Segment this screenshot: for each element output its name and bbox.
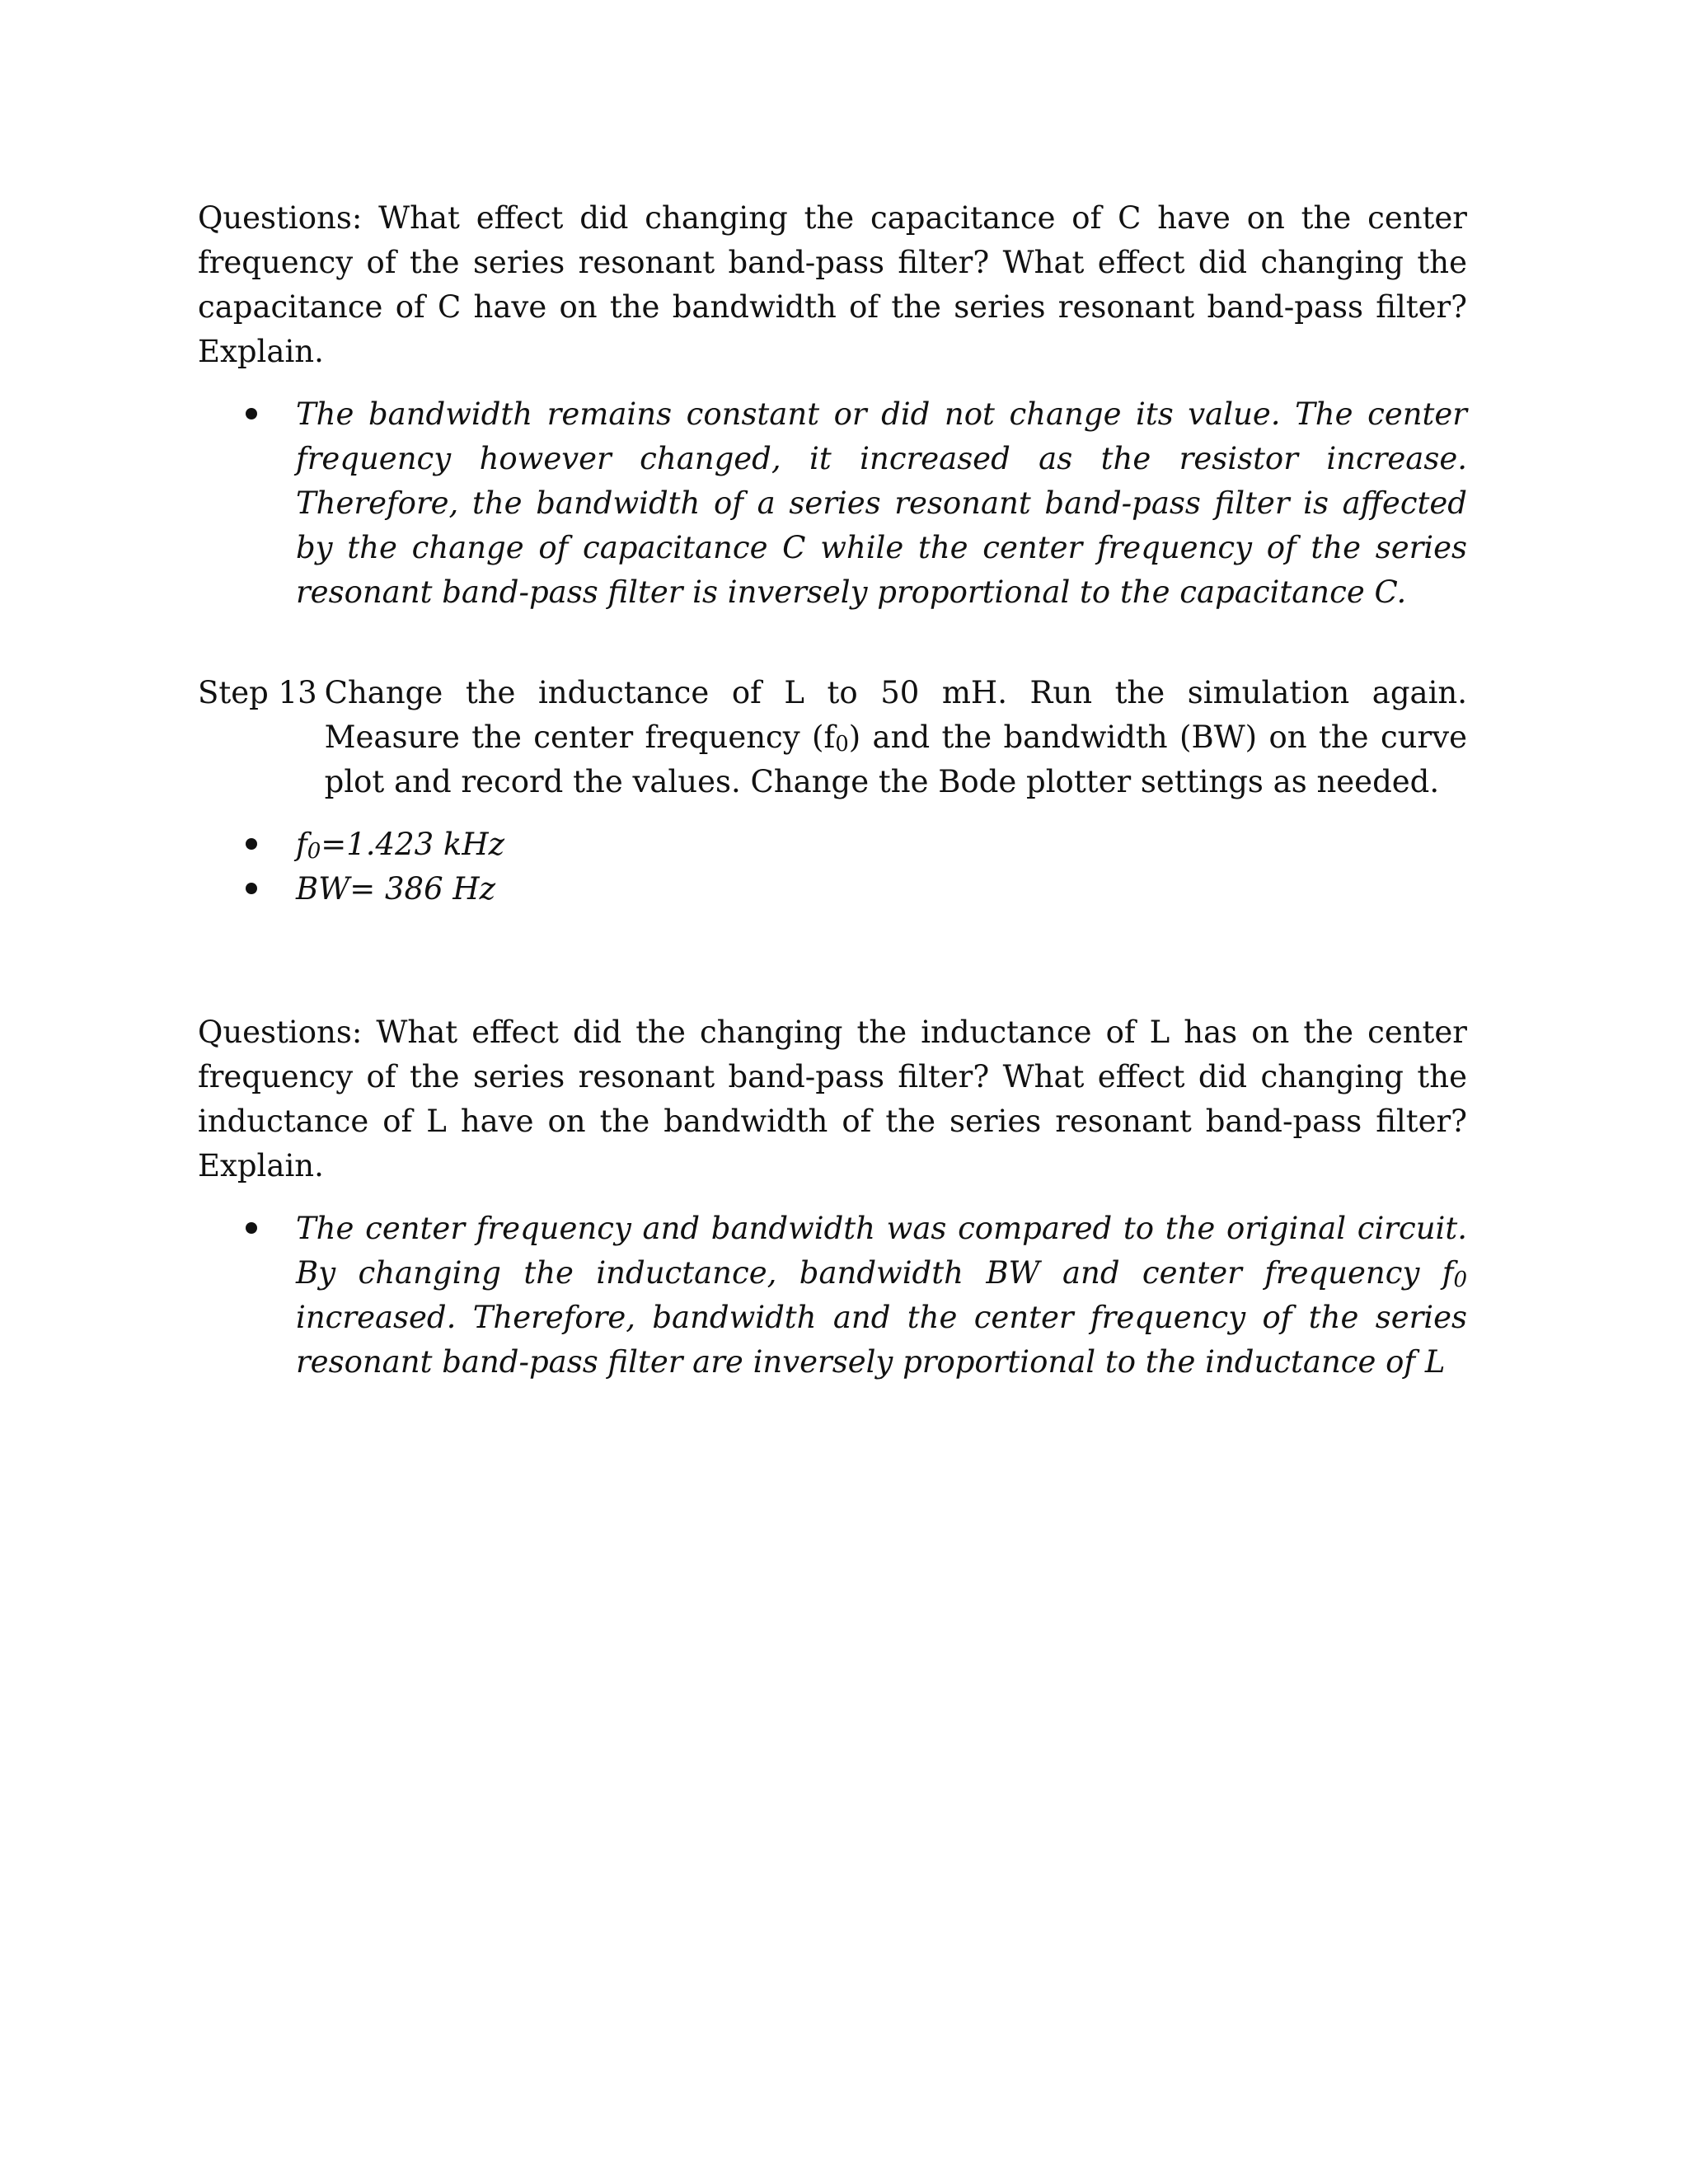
bullet-icon <box>246 408 257 419</box>
step-13 <box>198 671 1467 804</box>
result-value: =1.423 kHz <box>321 827 505 862</box>
step-text-part: Change the inductance of L to 50 mH. Run the simulation again. Measure the center frequency (f <box>324 675 1467 755</box>
subscript: 0 <box>835 732 849 757</box>
answer-text-part: increased. Therefore, bandwidth and the center frequency of the series resonant band-pass filter are inversely proportional to the inductance of L <box>296 1300 1467 1380</box>
list-item <box>198 1207 1467 1385</box>
question-inductance: Questions: What effect did the changing the inductance of L has on the center frequency of the series resonant band-pass filter? What effect did changing the inductance of L have on the bandwidth of the series resonant band-pass filter? Explain. <box>198 1015 1467 1183</box>
answer-list-inductance <box>198 1207 1467 1385</box>
step-label: Step 13 <box>198 675 317 710</box>
results-list <box>198 823 1467 912</box>
result-bandwidth: BW= 386 Hz <box>296 871 496 907</box>
step-instructions <box>325 671 1467 804</box>
answer-capacitance: The bandwidth remains constant or did not change its value. The center frequency however changed, it increased as the resistor increase. Therefore, the bandwidth of a series resonant band-pass filter is affected by the change of capacitance C while the center frequency of the series resonant band-pass filter is inversely proportional to the capacitance C. <box>296 396 1467 610</box>
answer-list-capacitance <box>198 392 1467 615</box>
bullet-icon <box>246 1222 257 1234</box>
answer-inductance <box>296 1211 1467 1380</box>
question-capacitance: Questions: What effect did changing the capacitance of C have on the center frequency of the series resonant band-pass filter? What effect did changing the capacitance of C have on the bandwidth of the series resonant band-pass filter? Explain. <box>198 200 1467 369</box>
bullet-icon <box>246 883 257 894</box>
step-text-part: ) and the bandwidth (BW) on the curve plot and record the values. Change the Bode plotter settings as needed. <box>324 719 1467 799</box>
answer-text-part: The center frequency and bandwidth was compared to the original circuit. By changing the inductance, bandwidth BW and center frequency f <box>296 1211 1467 1291</box>
list-item <box>198 392 1467 615</box>
document-page <box>198 196 1467 1385</box>
subscript: 0 <box>307 839 321 864</box>
result-center-frequency <box>296 827 504 862</box>
result-symbol: f <box>296 827 307 862</box>
list-item <box>198 867 1467 912</box>
subscript: 0 <box>1453 1268 1467 1292</box>
bullet-icon <box>246 838 257 850</box>
list-item <box>198 823 1467 867</box>
